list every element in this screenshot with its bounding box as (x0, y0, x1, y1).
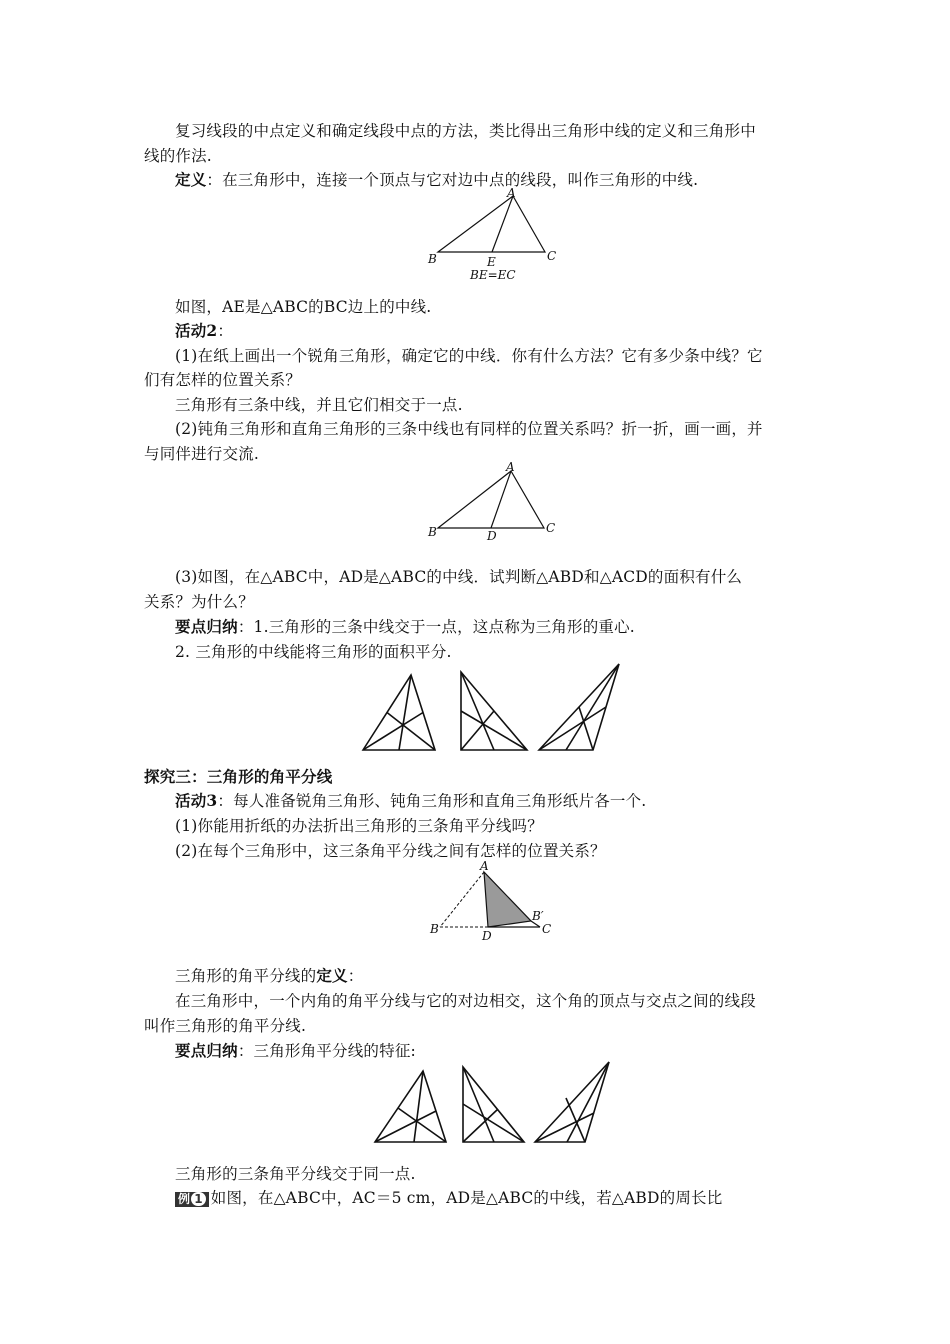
bisector-def-prefix: 三角形的角平分线的 (175, 967, 317, 985)
answer1: 三角形有三条中线，并且它们相交于一点. (175, 396, 463, 414)
right-triangle-b (463, 1067, 524, 1142)
activity3-question2: (2)在每个三角形中，这三条角平分线之间有怎样的位置关系？ (175, 842, 606, 860)
question1-line1: (1)在纸上画出一个锐角三角形，确定它的中线．你有什么方法？它有多少条中线？它 (175, 347, 763, 365)
example-badge-number: 1 (191, 1192, 206, 1206)
figure-median-ad (420, 458, 560, 543)
key-points-label-2: 要点归纳 (175, 1041, 238, 1060)
figure-three-bisectors (370, 1058, 615, 1148)
figure-median-triangle (420, 186, 560, 286)
bisector-definition-line2: 叫作三角形的角平分线. (144, 1017, 307, 1035)
label-e: E (487, 255, 496, 269)
key-points-label: 要点归纳 (175, 617, 238, 636)
example-1-text: 如图，在△ABC中，AC＝5 cm，AD是△ABC的中线，若△ABD的周长比 (210, 1189, 723, 1207)
label-b-3: B (430, 922, 439, 936)
example-badge (175, 1192, 209, 1207)
definition-label: 定义 (175, 170, 207, 189)
activity3-heading (175, 790, 646, 812)
triangle-abc-2 (438, 471, 544, 528)
question2-line1: (2)钝角三角形和直角三角形的三条中线也有同样的位置关系吗？折一折，画一画，并 (175, 420, 763, 438)
activity3-label: 活动3 (175, 791, 218, 810)
label-c-3: C (542, 922, 552, 936)
question3-line2: 关系？为什么？ (144, 593, 254, 611)
bisector-def-label: 定义 (316, 966, 348, 985)
activity2-heading (175, 320, 233, 342)
label-a-2: A (506, 460, 515, 474)
label-bprime-3: B′ (532, 909, 544, 923)
paragraph-review-line2: 线的作法. (144, 147, 212, 165)
example-1 (175, 1187, 722, 1209)
label-a: A (507, 186, 516, 200)
question2-line2: 与同伴进行交流. (144, 445, 260, 463)
folded-region (484, 872, 531, 927)
question1-line2: 们有怎样的位置关系？ (144, 371, 302, 389)
question3-line1: (3)如图，在△ABC中，AD是△ABC的中线．试判断△ABD和△ACD的面积有什么 (175, 568, 743, 586)
key-points-1 (175, 616, 635, 638)
label-d-3: D (482, 929, 492, 943)
label-b: B (428, 252, 437, 266)
bisector-conclusion: 三角形的三条角平分线交于同一点. (175, 1165, 416, 1183)
figure-note: 如图，AE是△ABC的BC边上的中线. (175, 298, 432, 316)
definition-text: ：在三角形中，连接一个顶点与它对边中点的线段，叫作三角形的中线. (206, 171, 699, 189)
paragraph-review-line1: 复习线段的中点定义和确定线段中点的方法，类比得出三角形中线的定义和三角形中 (175, 122, 756, 140)
figure-caption: BE=EC (470, 268, 516, 282)
example-badge-label: 例 (178, 1192, 191, 1206)
section3-heading: 探究三：三角形的角平分线 (144, 767, 333, 786)
activity3-text: ：每人准备锐角三角形、钝角三角形和直角三角形纸片各一个. (217, 792, 647, 810)
activity3-question1: (1)你能用折纸的办法折出三角形的三条角平分线吗？ (175, 817, 543, 835)
activity2-label: 活动2 (175, 321, 218, 340)
label-c-2: C (546, 521, 556, 535)
label-c: C (547, 249, 557, 263)
activity2-colon: ： (217, 322, 234, 340)
obtuse-triangle-b (535, 1062, 609, 1142)
dashed-ab (440, 872, 484, 927)
figure-fold-bisector (420, 858, 570, 946)
label-d-2: D (487, 529, 497, 543)
bisector-definition-line1: 在三角形中，一个内角的角平分线与它的对边相交，这个角的顶点与交点之间的线段 (175, 992, 756, 1010)
figure-three-medians (355, 660, 625, 755)
acute-triangle-b (375, 1071, 446, 1142)
key-point-2: 2. 三角形的中线能将三角形的面积平分. (175, 643, 452, 661)
key-point-3-text: ：三角形角平分线的特征: (237, 1042, 416, 1060)
bisector-def-colon: ： (347, 967, 364, 985)
triangle-abc (438, 196, 545, 252)
acute-triangle (363, 675, 435, 750)
bisector-definition-heading (175, 965, 363, 987)
key-point-1-text: ：1.三角形的三条中线交于一点，这点称为三角形的重心. (237, 618, 635, 636)
label-b-2: B (428, 525, 437, 539)
label-a-3: A (480, 859, 489, 873)
